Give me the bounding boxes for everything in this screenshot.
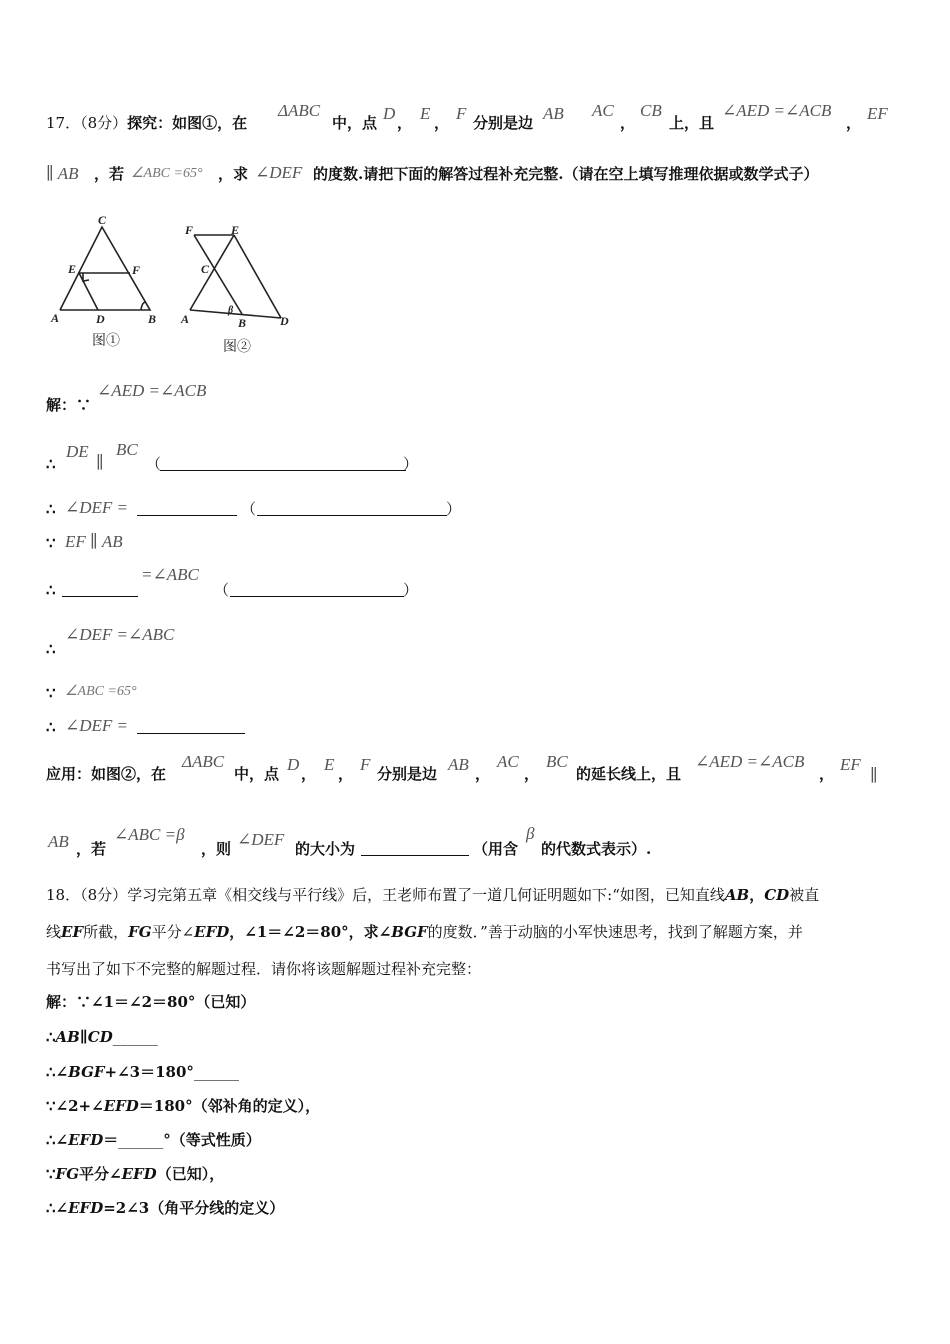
figure-2-caption: 图② [223, 339, 251, 355]
app-point-f: F [360, 755, 371, 774]
q18-p5-c: ＝ [103, 1131, 119, 1149]
comma: ， [434, 114, 450, 132]
app-beta: β [526, 824, 535, 843]
text-qiu: ，求 [218, 165, 249, 183]
blank-step3[interactable] [137, 501, 237, 516]
app-triangle-abc: ΔABC [182, 752, 225, 771]
q18-p4-a: ∵∠2+∠ [46, 1097, 104, 1115]
solution-step5: =∠ABC [141, 565, 199, 584]
q18-p2-blank[interactable]: ______ [112, 1028, 158, 1046]
lparen: （ [214, 581, 230, 599]
comma: ， [475, 765, 491, 783]
therefore: ∴ [46, 500, 56, 518]
condition-angle: ∠AED =∠ACB [722, 101, 832, 120]
segment-de-text: DE [66, 442, 89, 461]
fig1-label-c: C [98, 213, 107, 227]
q18-efd: EFD [194, 923, 230, 941]
text-fenbie: 分别是边 [473, 114, 534, 132]
application-intro: 应用：如图②，在 [46, 765, 167, 783]
q18-line2 [46, 921, 803, 943]
parallel-ab: ∥ AB [46, 164, 79, 183]
q18-line2-a: 线 [46, 923, 62, 941]
fig2-label-d: D [280, 314, 289, 328]
solution-step7: ∠ABC =65° [65, 684, 137, 699]
text-zhong: 中，点 [332, 114, 378, 132]
app-text-fenbie: 分别是边 [377, 765, 438, 783]
comma: ， [338, 765, 354, 783]
fig2-label-beta: β [228, 305, 234, 316]
comma: ， [620, 114, 636, 132]
fig2-label-a: A [181, 312, 190, 326]
segment-ae [190, 235, 234, 310]
fig1-label-e: E [68, 262, 77, 276]
segment-ed [234, 235, 281, 318]
q18-p5-blank[interactable]: ______ [118, 1131, 164, 1149]
fig1-label-f: F [132, 263, 141, 277]
app-side-bc: BC [546, 752, 568, 771]
q18-p3-b: BGF [68, 1063, 105, 1081]
q18-line1 [46, 884, 819, 906]
q18-line2-e: 的度数．”善于动脑的小军快速思考，找到了解题方案，并 [427, 923, 803, 941]
app-point-d: D [287, 755, 300, 774]
line-ef: EF [867, 104, 888, 123]
blank-reason-3[interactable] [257, 501, 447, 516]
q18-bgf: BGF [391, 923, 428, 941]
app-side-ac: AC [497, 752, 519, 771]
q17-number: 17．（8分） [46, 114, 128, 132]
side-cb: CB [640, 101, 662, 120]
segment-de [79, 273, 98, 310]
solution-step4: EF ∥ AB [65, 532, 123, 551]
therefore: ∴ [46, 455, 56, 473]
point-f: F [456, 104, 467, 123]
solution-step3: ∠DEF = [65, 498, 129, 517]
parallel-symbol: ∥ [96, 453, 104, 472]
instruction-text: 的度数.请把下面的解答过程补充完整.（请在空上填写推理依据或数学式子） [313, 165, 819, 183]
app-side-ab: AB [448, 755, 469, 774]
app-han-suffix: 的代数式表示）. [541, 840, 652, 858]
q18-p3-a: ∴∠ [46, 1063, 69, 1081]
q18-proof-1: 解：∵∠1＝∠2＝80°（已知） [46, 993, 256, 1011]
app-line-ef: EF [840, 755, 861, 774]
because: ∵ [46, 684, 56, 702]
therefore: ∴ [46, 718, 56, 736]
comma: ， [301, 765, 317, 783]
comma: ， [397, 114, 413, 132]
fig2-label-c: C [201, 262, 210, 276]
figure-1-caption: 图① [92, 333, 120, 349]
q18-line2-d: ，∠1＝∠2＝80°，求∠ [229, 923, 392, 941]
q18-p7-b: EFD [68, 1199, 104, 1217]
fig1-label-b: B [148, 312, 157, 326]
q18-line2-c: 平分∠ [151, 923, 195, 941]
solution-step8: ∠DEF = [65, 716, 129, 735]
q18-p6-a: ∵ [46, 1165, 56, 1183]
q18-p7-c: =2∠3（角平分线的定义） [103, 1199, 285, 1217]
figure-2 [175, 210, 305, 340]
q18-p2-b: AB∥CD [55, 1028, 113, 1046]
q18-line3: 书写出了如下不完整的解题过程．请你将该题解题过程补充完整： [46, 960, 482, 978]
blank-step5[interactable] [62, 582, 138, 597]
q18-proof-6 [46, 1163, 224, 1185]
q18-p3-c: +∠3＝180° [104, 1063, 194, 1081]
q18-p7-a: ∴∠ [46, 1199, 69, 1217]
text-ruo: ，若 [94, 165, 125, 183]
fig2-label-f: F [185, 223, 194, 237]
q18-p3-blank[interactable]: ______ [193, 1063, 239, 1081]
blank-reason-1[interactable] [160, 456, 406, 471]
solution-step1: ∠AED =∠ACB [97, 381, 207, 400]
q18-p2-a: ∴ [46, 1028, 56, 1046]
q18-proof-2 [46, 1026, 158, 1048]
blank-step8[interactable] [137, 719, 245, 734]
app-han-prefix: （用含 [473, 840, 519, 858]
q18-line1-end: 被直 [789, 886, 820, 904]
segment-ad [190, 310, 281, 318]
app-text-ruo: ，若 [76, 840, 107, 858]
side-ac: AC [592, 101, 614, 120]
fig1-label-a: A [51, 311, 60, 325]
q18-ab: AB [724, 886, 750, 904]
app-text-ext: 的延长线上，且 [576, 765, 682, 783]
q18-proof-3 [46, 1061, 239, 1083]
q18-proof-7 [46, 1197, 284, 1219]
q18-p5-b: EFD [68, 1131, 104, 1149]
app-parallel: ∥ [870, 766, 878, 785]
solution-jie: 解：∵ [46, 396, 92, 414]
point-e: E [420, 104, 431, 123]
comma: ， [846, 114, 862, 132]
comma: ， [819, 765, 835, 783]
app-text-zhong: 中，点 [234, 765, 280, 783]
triangle-abc: ΔABC [278, 101, 321, 120]
q18-proof-4 [46, 1095, 320, 1117]
app-condition: ∠AED =∠ACB [695, 752, 805, 771]
app-text-ze: ，则 [201, 840, 232, 858]
segment-bc-text: BC [116, 440, 138, 459]
app-ab: AB [48, 832, 69, 851]
given-angle-65: ∠ABC =65° [131, 166, 203, 181]
blank-app-answer[interactable] [361, 841, 469, 856]
side-ab: AB [543, 104, 564, 123]
q18-p6-c: 平分∠ [79, 1165, 122, 1183]
blank-reason-5[interactable] [230, 582, 404, 597]
point-d: D [383, 104, 396, 123]
q18-fg: FG [128, 923, 152, 941]
q18-p6-d: EFD [121, 1165, 157, 1183]
app-point-e: E [324, 755, 335, 774]
q18-line2-b: 所截， [83, 923, 129, 941]
app-text-size: 的大小为 [295, 840, 356, 858]
q18-ef: EF [61, 923, 84, 941]
q18-p6-b: FG [55, 1165, 80, 1183]
q17-intro: 探究：如图①，在 [127, 114, 248, 132]
q18-p5-a: ∴∠ [46, 1131, 69, 1149]
q17-line1 [46, 112, 247, 134]
q18-proof-5 [46, 1129, 261, 1151]
q18-line1-text: 18．（8分）学习完第五章《相交线与平行线》后，王老师布置了一道几何证明题如下:“如图，已知直线 [46, 886, 725, 904]
q18-sep: ， [749, 886, 765, 904]
fig2-label-b: B [238, 316, 247, 330]
rparen: ） [403, 581, 419, 599]
q18-cd: CD [764, 886, 790, 904]
lparen: （ [146, 455, 162, 473]
rparen: ） [446, 500, 462, 518]
therefore: ∴ [46, 640, 56, 658]
solution-step6: ∠DEF =∠ABC [65, 625, 175, 644]
fig2-label-e: E [231, 223, 240, 237]
figure-1 [45, 210, 175, 340]
q18-p4-b: EFD [103, 1097, 139, 1115]
app-angle-def: ∠DEF [237, 830, 285, 849]
because: ∵ [46, 534, 56, 552]
therefore: ∴ [46, 581, 56, 599]
q18-p5-d: °（等式性质） [163, 1131, 261, 1149]
q18-p6-e: （已知）， [156, 1165, 225, 1183]
text-shang: 上，且 [669, 114, 715, 132]
angle-mark-e [83, 273, 89, 281]
q18-p4-c: ＝180°（邻补角的定义）， [138, 1097, 321, 1115]
rparen: ） [403, 455, 419, 473]
angle-def: ∠DEF [255, 163, 303, 182]
comma: ， [524, 765, 540, 783]
lparen: （ [241, 500, 257, 518]
fig1-label-d: D [96, 312, 105, 326]
app-abc-beta: ∠ABC =β [114, 825, 185, 844]
